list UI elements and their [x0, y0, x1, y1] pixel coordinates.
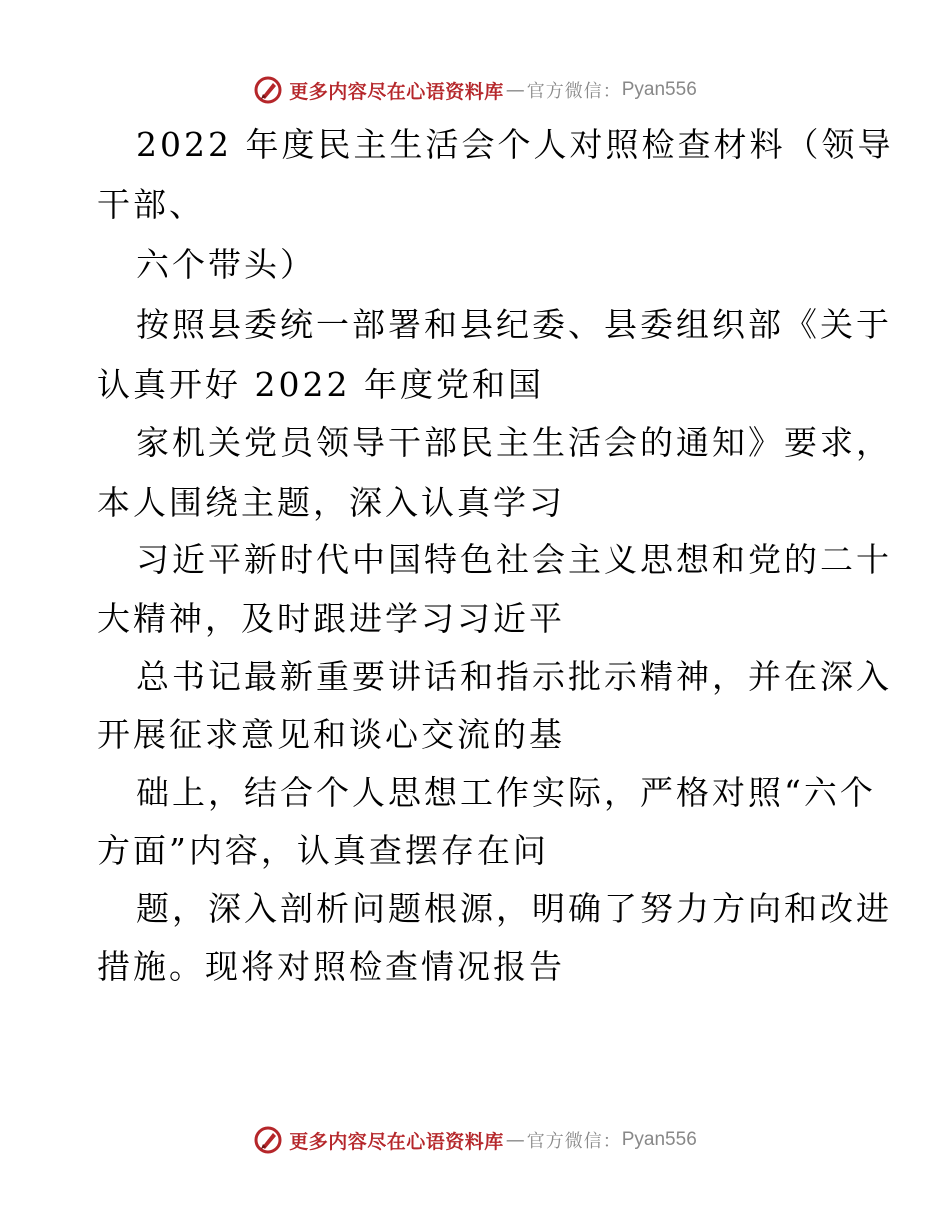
paragraph-line: 大精神，及时跟进学习习近平: [97, 599, 565, 638]
brand-logo-icon: [253, 1125, 283, 1155]
document-title-line-3: 六个带头）: [136, 245, 316, 284]
banner-wechat-label: 官方微信：: [526, 1131, 622, 1152]
paragraph-line: 总书记最新重要讲话和指示批示精神，并在深入: [136, 657, 892, 696]
banner-wechat-id: Pyan556: [621, 79, 697, 100]
banner-wechat-id: Pyan556: [621, 1129, 697, 1150]
paragraph-line: 按照县委统一部署和县纪委、县委组织部《关于: [136, 305, 892, 344]
banner-separator: —: [505, 1129, 525, 1151]
paragraph-line: 本人围绕主题，深入认真学习: [97, 483, 565, 522]
footer-banner: [0, 1120, 950, 1160]
paragraph-line: 开展征求意见和谈心交流的基: [97, 715, 565, 754]
document-title-line-1: 2022 年度民主生活会个人对照检查材料（领导: [136, 125, 894, 164]
paragraph-line: 习近平新时代中国特色社会主义思想和党的二十: [136, 540, 892, 579]
banner-brand-text: 更多内容尽在心语资料库: [289, 80, 504, 103]
paragraph-line: 家机关党员领导干部民主生活会的通知》要求，: [136, 423, 892, 462]
paragraph-line: 措施。现将对照检查情况报告: [97, 947, 565, 986]
document-title-line-2: 干部、: [97, 185, 205, 224]
banner-wechat-label: 官方微信：: [526, 81, 622, 102]
brand-logo-icon: [253, 75, 283, 105]
paragraph-line: 认真开好 2022 年度党和国: [97, 365, 544, 404]
header-banner: [0, 70, 950, 110]
paragraph-line: 题，深入剖析问题根源，明确了努力方向和改进: [136, 889, 892, 928]
paragraph-line: 础上，结合个人思想工作实际，严格对照“六个: [136, 773, 876, 812]
banner-brand-text: 更多内容尽在心语资料库: [289, 1130, 504, 1153]
banner-separator: —: [505, 79, 525, 101]
paragraph-line: 方面”内容，认真查摆存在问: [97, 831, 549, 870]
